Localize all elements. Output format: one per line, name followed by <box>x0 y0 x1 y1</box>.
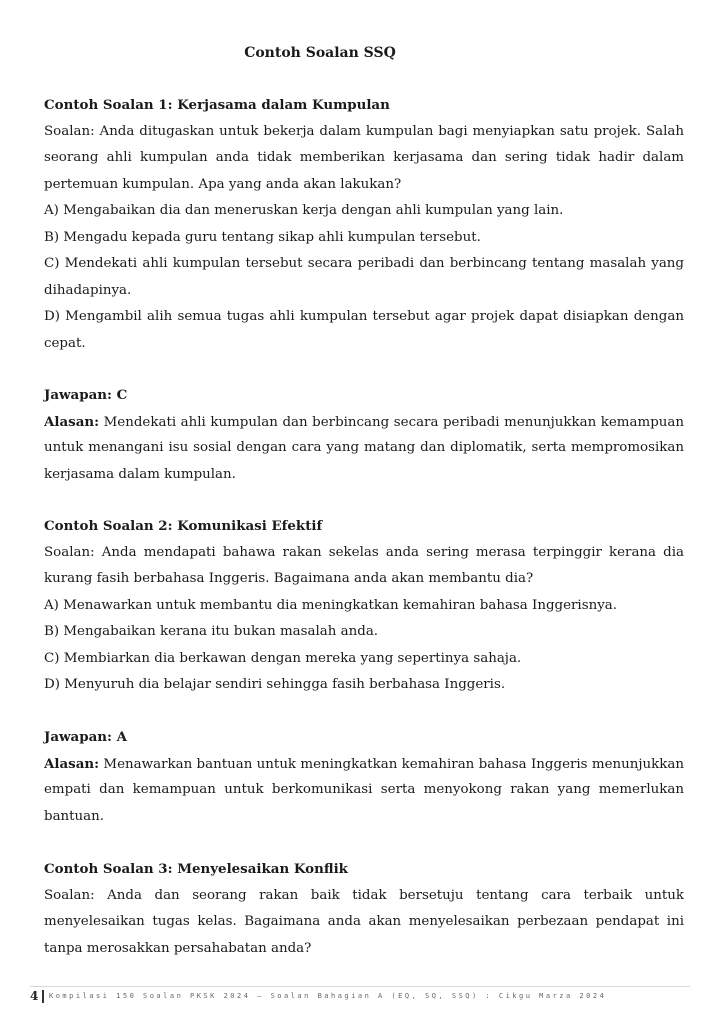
option-d: D) Menyuruh dia belajar sendiri sehingga fasih berbahasa Inggeris. <box>44 677 506 692</box>
question-2-line: Soalan: Anda mendapati bahawa rakan sekelas anda sering merasa terpinggir kerana dia <box>44 544 684 560</box>
answer-2-label: Jawapan: A <box>44 729 127 745</box>
reason-2-line: empati dan kemampuan untuk berkomunikasi serta menyokong rakan yang memerlukan <box>44 782 684 797</box>
reason-2-line: bantuan. <box>44 808 105 824</box>
option-c: C) Mendekati ahli kumpulan tersebut secara peribadi dan berbincang tentang masalah yang <box>44 256 684 271</box>
option-d-cont: cepat. <box>44 335 86 351</box>
question-2-heading: Contoh Soalan 2: Komunikasi Efektif <box>44 518 323 534</box>
question-3-heading: Contoh Soalan 3: Menyelesaikan Konflik <box>44 861 348 877</box>
reason-1-line: kerjasama dalam kumpulan. <box>44 466 236 482</box>
answer-2 <box>44 724 684 830</box>
page-footer <box>30 986 690 1007</box>
page-number: 4 <box>30 989 39 1003</box>
option-c-cont: dihadapinya. <box>44 282 132 298</box>
option-b: B) Mengadu kepada guru tentang sikap ahli kumpulan tersebut. <box>44 229 481 245</box>
question-3-line: menyelesaikan tugas kelas. Bagaimana anda akan menyelesaikan perbezaan pendapat ini <box>44 914 684 929</box>
reason-2-line <box>44 751 684 778</box>
reason-1-line: untuk menangani isu sosial dengan cara yang matang dan diplomatik, serta mempromosikan <box>44 440 684 455</box>
option-c: C) Membiarkan dia berkawan dengan mereka yang sepertinya sahaja. <box>44 650 522 666</box>
question-1 <box>44 92 684 357</box>
question-3 <box>44 856 684 962</box>
page-title: Contoh Soalan SSQ <box>244 45 396 61</box>
footer-divider <box>42 990 44 1003</box>
question-2 <box>44 513 684 699</box>
reason-text: Mendekati ahli kumpulan dan berbincang secara peribadi menunjukkan kemampuan <box>99 414 684 430</box>
question-2-line: kurang fasih berbahasa Inggeris. Bagaimana anda akan membantu dia? <box>44 571 534 586</box>
reason-label: Alasan: <box>44 413 100 430</box>
question-3-line: tanpa merosakkan persahabatan anda? <box>44 940 312 956</box>
question-3-line: Soalan: Anda dan seorang rakan baik tidak bersetuju tentang cara terbaik untuk <box>44 887 684 903</box>
reason-text: Menawarkan bantuan untuk meningkatkan kemahiran bahasa Inggeris menunjukkan <box>99 756 684 772</box>
option-a: A) Menawarkan untuk membantu dia meningkatkan kemahiran bahasa Inggerisnya. <box>44 597 618 613</box>
reason-label: Alasan: <box>44 755 100 772</box>
question-1-line: Soalan: Anda ditugaskan untuk bekerja dalam kumpulan bagi menyiapkan satu projek. Salah <box>44 123 684 139</box>
reason-1-line <box>44 409 684 436</box>
option-d: D) Mengambil alih semua tugas ahli kumpulan tersebut agar projek dapat disiapkan dengan <box>44 309 684 324</box>
question-1-line: pertemuan kumpulan. Apa yang anda akan lakukan? <box>44 176 402 192</box>
footer-text: Kompilasi 150 Soalan PKSK 2024 – Soalan Bahagian A (EQ, SQ, SSQ) : Cikgu Marza 2024 <box>49 992 607 1000</box>
option-b: B) Mengabaikan kerana itu bukan masalah anda. <box>44 624 379 639</box>
answer-1-label: Jawapan: C <box>44 387 128 403</box>
answer-1 <box>44 382 684 488</box>
option-a: A) Mengabaikan dia dan meneruskan kerja dengan ahli kumpulan yang lain. <box>44 203 564 218</box>
question-1-heading: Contoh Soalan 1: Kerjasama dalam Kumpulan <box>44 97 390 113</box>
question-1-line: seorang ahli kumpulan anda tidak memberikan kerjasama dan sering tidak hadir dalam <box>44 150 684 165</box>
